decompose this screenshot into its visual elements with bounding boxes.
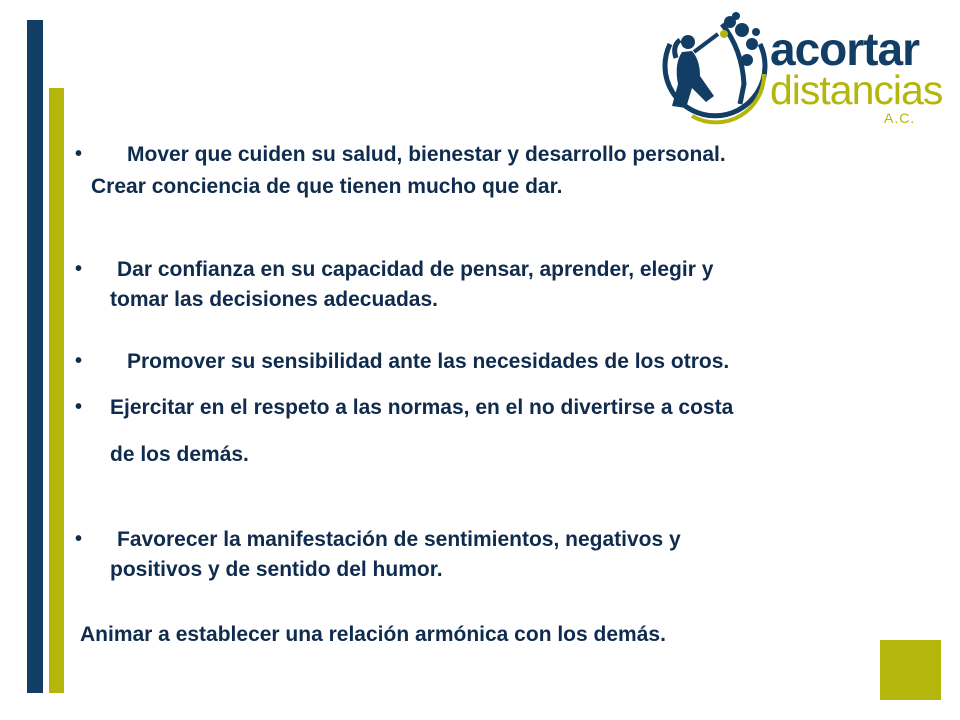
bullet-item-3-line-1: Promover su sensibilidad ante las necesidades de los otros. [127, 350, 730, 373]
logo-word-distancias: distancias [770, 67, 943, 113]
bullet-item-5-line-1: Favorecer la manifestación de sentimientos, negativos y [117, 528, 681, 551]
corner-accent-square [880, 640, 941, 700]
bullet-marker: • [75, 143, 83, 165]
bullet-item-1-line-2: Crear conciencia de que tienen mucho que dar. [91, 175, 563, 198]
logo-ac-suffix: A.C. [884, 110, 916, 126]
bullet-item-1-line-1: Mover que cuiden su salud, bienestar y desarrollo personal. [127, 143, 726, 166]
child-under-tree-icon [652, 4, 772, 129]
logo-word-acortar: acortar [770, 23, 919, 75]
bullet-item-5-line-2: positivos y de sentido del humor. [110, 558, 443, 581]
acortar-distancias-logo [652, 4, 952, 134]
bullet-item-4-line-1: Ejercitar en el respeto a las normas, en el no divertirse a costa [110, 396, 734, 419]
bullet-marker: • [75, 350, 83, 372]
bullet-item-2-line-2: tomar las decisiones adecuadas. [110, 288, 438, 311]
bullet-marker: • [75, 258, 83, 280]
bullet-item-4-line-2: de los demás. [110, 443, 249, 466]
bullet-marker: • [75, 528, 83, 550]
left-accent-bar-blue [27, 20, 43, 693]
closing-statement: Animar a establecer una relación armónica con los demás. [80, 623, 666, 646]
bullet-marker: • [75, 396, 83, 418]
left-accent-bar-olive [49, 88, 64, 693]
bullet-item-2-line-1: Dar confianza en su capacidad de pensar, aprender, elegir y [117, 258, 714, 281]
